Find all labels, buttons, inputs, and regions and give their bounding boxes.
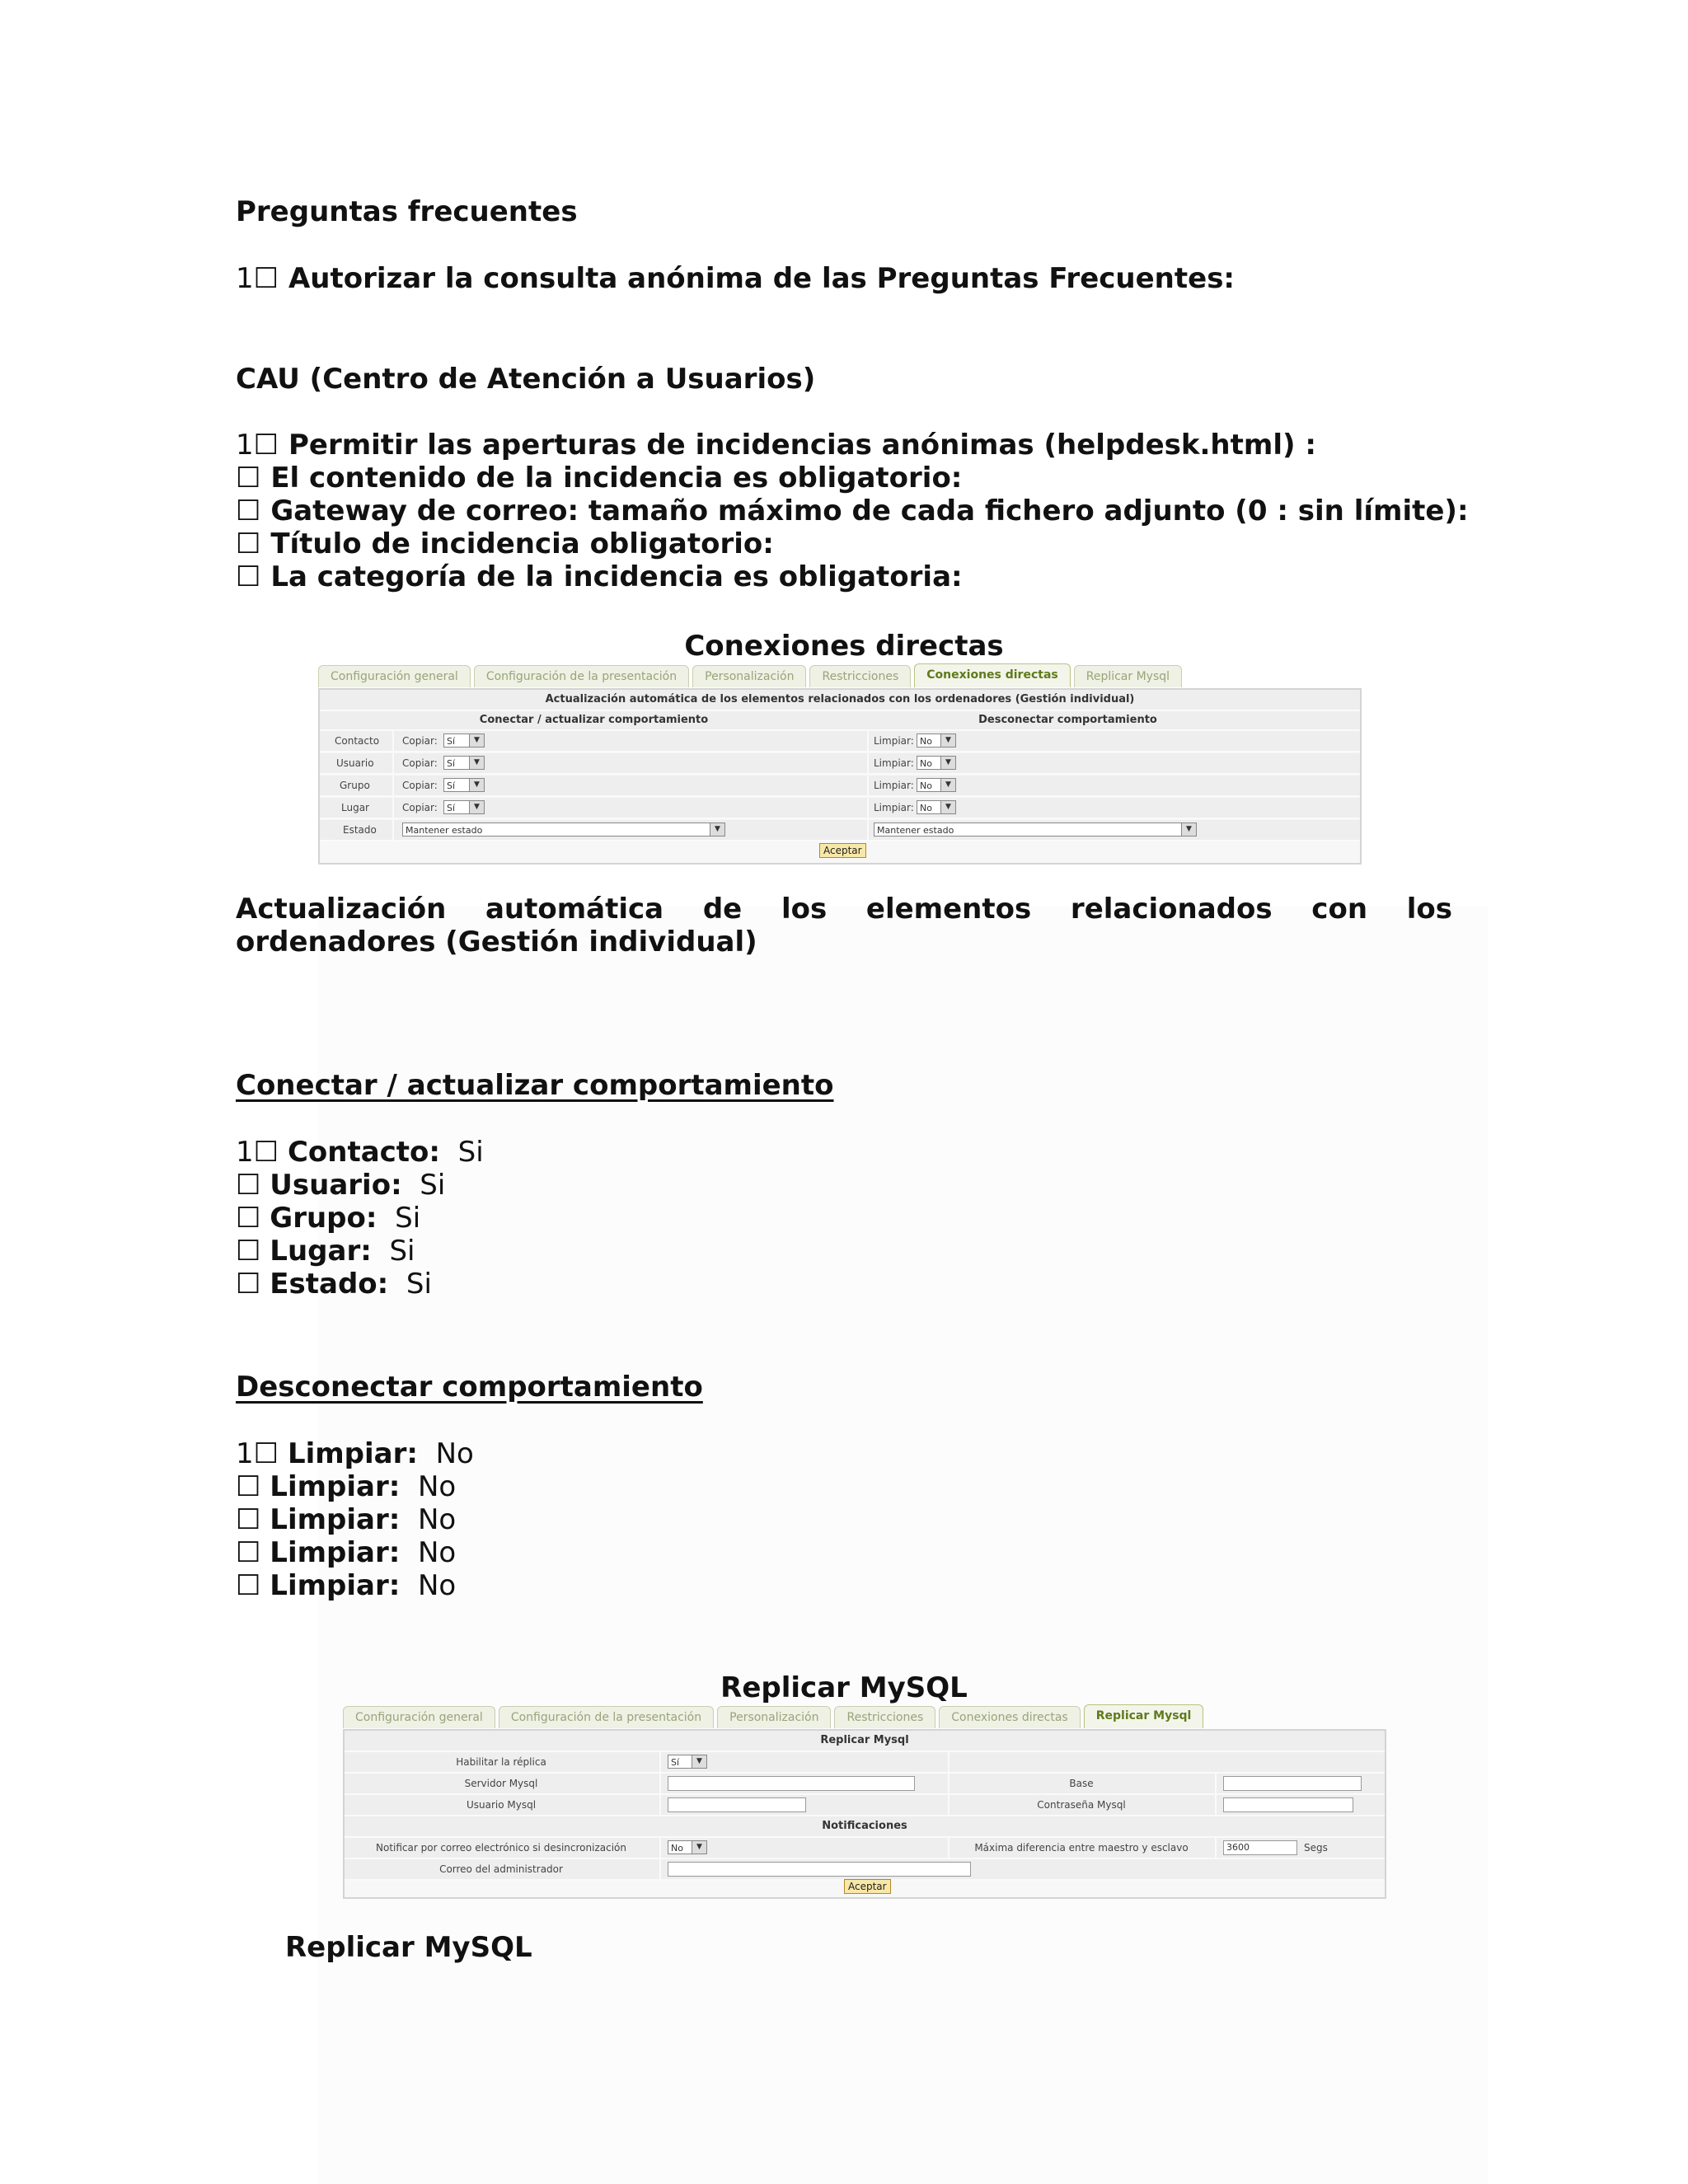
table-row — [345, 1795, 1385, 1816]
checkbox-icon: ☐ — [236, 1569, 261, 1602]
replicar-bottom-label: Replicar MySQL — [285, 1931, 532, 1964]
item-label: Limpiar: — [287, 1437, 418, 1470]
table-title-row — [345, 1731, 1385, 1752]
clear-label: Limpiar: — [874, 780, 914, 791]
usuario-label: Usuario Mysql — [466, 1799, 537, 1811]
row-label: Lugar — [341, 802, 369, 813]
item-label: Estado: — [270, 1268, 389, 1301]
replicar-screenshot — [343, 1704, 1386, 1896]
checkbox-icon: ☐ — [236, 1202, 261, 1235]
item-value: No — [417, 1569, 457, 1602]
settings-tabs — [343, 1704, 1203, 1729]
checkbox-icon: ☐ — [236, 560, 261, 593]
item-number: 1 — [236, 429, 254, 462]
chevron-down-icon: ▼ — [940, 779, 955, 791]
faq-item-label: Autorizar la consulta anónima de las Preguntas Frecuentes: — [288, 262, 1236, 295]
chevron-down-icon: ▼ — [469, 801, 484, 813]
item-value: No — [417, 1470, 457, 1503]
habilitar-select[interactable] — [668, 1755, 707, 1769]
clear-select[interactable] — [917, 756, 956, 770]
item-label: Lugar: — [270, 1235, 372, 1268]
item-value: Si — [457, 1136, 484, 1169]
tab-personalizacion[interactable]: Personalización — [717, 1706, 831, 1728]
table-row — [320, 731, 1360, 752]
copy-label: Copiar: — [402, 802, 438, 813]
chevron-down-icon: ▼ — [940, 734, 955, 747]
col-header-connect: Conectar / actualizar comportamiento — [479, 714, 709, 726]
table-row — [345, 1752, 1385, 1774]
column-divider — [867, 820, 869, 840]
column-divider — [1215, 1774, 1217, 1793]
usuario-input[interactable] — [668, 1797, 806, 1812]
tab-restricciones[interactable]: Restricciones — [809, 665, 911, 687]
table-row — [345, 1838, 1385, 1859]
estado-disconnect-select[interactable] — [874, 823, 1197, 837]
notificaciones-header: Notificaciones — [822, 1820, 907, 1832]
table-row — [345, 1774, 1385, 1795]
checkbox-icon: ☐ — [236, 1235, 261, 1268]
segs-label: Segs — [1304, 1842, 1328, 1854]
select-value: No — [920, 758, 932, 769]
table-row — [345, 1859, 1385, 1881]
checkbox-icon: ☐ — [236, 527, 261, 560]
checkbox-icon: ☐ — [253, 429, 279, 462]
checkbox-icon: ☐ — [236, 1536, 261, 1569]
column-divider — [1215, 1838, 1217, 1858]
item-value: Si — [389, 1235, 415, 1268]
tab-configuracion-presentacion[interactable]: Configuración de la presentación — [499, 1706, 714, 1728]
tab-replicar-mysql[interactable]: Replicar Mysql — [1074, 665, 1182, 687]
clear-select[interactable] — [917, 800, 956, 814]
table-row — [320, 798, 1360, 819]
item-value: No — [417, 1503, 457, 1536]
desconectar-item-1 — [236, 1470, 456, 1503]
cau-item-3 — [236, 527, 774, 560]
maxima-input[interactable]: 3600 — [1223, 1840, 1297, 1855]
conectar-item-2 — [236, 1202, 420, 1235]
desconectar-title: Desconectar comportamiento — [236, 1371, 703, 1404]
tab-configuracion-presentacion[interactable]: Configuración de la presentación — [474, 665, 689, 687]
item-label: Contacto: — [287, 1136, 441, 1169]
cau-item-4 — [236, 560, 963, 593]
chevron-down-icon: ▼ — [469, 779, 484, 791]
column-divider — [659, 1774, 661, 1793]
cau-item-label: Permitir las aperturas de incidencias anónimas (helpdesk.html) : — [288, 429, 1316, 462]
item-label: Limpiar: — [270, 1470, 401, 1503]
base-label: Base — [1069, 1778, 1094, 1789]
chevron-down-icon: ▼ — [469, 757, 484, 769]
clear-label: Limpiar: — [874, 757, 914, 769]
checkbox-icon: ☐ — [236, 462, 261, 494]
clear-select[interactable] — [917, 733, 956, 748]
notificar-label: Notificar por correo electrónico si desincronización — [376, 1842, 626, 1854]
chevron-down-icon: ▼ — [692, 1841, 706, 1854]
copy-select[interactable] — [443, 756, 485, 770]
conectar-item-0 — [236, 1136, 484, 1169]
table-row — [320, 753, 1360, 775]
faq-title: Preguntas frecuentes — [236, 195, 578, 228]
replicar-panel — [343, 1729, 1386, 1899]
item-number: 1 — [236, 1437, 254, 1470]
tab-conexiones-directas[interactable]: Conexiones directas — [914, 663, 1070, 687]
checkbox-icon: ☐ — [236, 1169, 261, 1202]
conectar-item-4 — [236, 1268, 432, 1301]
desconectar-item-0 — [236, 1437, 474, 1470]
base-input[interactable] — [1223, 1776, 1362, 1791]
conexiones-panel — [318, 688, 1362, 865]
select-value: Sí — [447, 803, 456, 813]
column-divider — [867, 798, 869, 818]
select-value: No — [920, 780, 932, 791]
cau-item-1 — [236, 462, 962, 494]
cau-item-label: El contenido de la incidencia es obligatorio: — [270, 462, 963, 494]
tab-restricciones[interactable]: Restricciones — [834, 1706, 935, 1728]
column-divider — [867, 753, 869, 773]
column-header-row — [320, 711, 1360, 731]
table-title-row — [320, 690, 1360, 711]
estado-connect-select[interactable] — [402, 823, 725, 837]
copy-select[interactable] — [443, 800, 485, 814]
copy-label: Copiar: — [402, 735, 438, 747]
table-row — [320, 776, 1360, 797]
table-title: Replicar Mysql — [820, 1734, 909, 1746]
checkbox-icon: ☐ — [236, 1503, 261, 1536]
checkbox-icon: ☐ — [253, 262, 279, 295]
select-value: Mantener estado — [406, 825, 483, 836]
column-divider — [659, 1752, 661, 1772]
item-label: Usuario: — [270, 1169, 402, 1202]
column-divider — [659, 1838, 661, 1858]
habilitar-label: Habilitar la réplica — [456, 1756, 546, 1768]
contrasena-input[interactable] — [1223, 1797, 1353, 1812]
column-divider — [659, 1859, 661, 1879]
item-number: 1 — [236, 262, 254, 295]
item-label: Limpiar: — [270, 1569, 401, 1602]
column-divider — [392, 776, 394, 795]
item-value: Si — [395, 1202, 421, 1235]
clear-label: Limpiar: — [874, 802, 914, 813]
select-value: Sí — [671, 1757, 680, 1768]
conectar-item-1 — [236, 1169, 445, 1202]
tab-personalizacion[interactable]: Personalización — [692, 665, 806, 687]
table-row — [320, 820, 1360, 841]
maxima-label: Máxima diferencia entre maestro y esclavo — [974, 1842, 1189, 1854]
table-title: Actualización automática de los elementos relacionados con los ordenadores (Gestión individual) — [545, 693, 1135, 705]
desconectar-item-3 — [236, 1536, 456, 1569]
checkbox-icon: ☐ — [236, 494, 261, 527]
accept-button[interactable]: Aceptar — [819, 843, 866, 858]
conexiones-screenshot — [318, 663, 1362, 861]
column-divider — [948, 1752, 950, 1772]
notificar-select[interactable] — [668, 1840, 707, 1854]
item-label: Limpiar: — [270, 1503, 401, 1536]
select-value: Sí — [447, 758, 456, 769]
select-value: No — [920, 736, 932, 747]
copy-select[interactable] — [443, 778, 485, 792]
cau-item-label: La categoría de la incidencia es obligatoria: — [270, 560, 963, 593]
chevron-down-icon: ▼ — [469, 734, 484, 747]
row-label: Estado — [343, 824, 377, 836]
item-label: Limpiar: — [270, 1536, 401, 1569]
tab-configuracion-general[interactable]: Configuración general — [318, 665, 471, 687]
column-divider — [392, 731, 394, 751]
clear-label: Limpiar: — [874, 735, 914, 747]
column-divider — [1215, 1795, 1217, 1815]
column-divider — [867, 731, 869, 751]
tab-replicar-mysql[interactable]: Replicar Mysql — [1084, 1704, 1204, 1728]
chevron-down-icon: ▼ — [1181, 823, 1196, 836]
clear-select[interactable] — [917, 778, 956, 792]
column-divider — [392, 820, 394, 840]
tab-conexiones-directas[interactable]: Conexiones directas — [939, 1706, 1080, 1728]
item-value: No — [435, 1437, 474, 1470]
select-value: No — [920, 803, 932, 813]
servidor-input[interactable] — [668, 1776, 915, 1791]
conexiones-caption: Conexiones directas — [684, 630, 1004, 663]
settings-tabs — [318, 663, 1182, 688]
column-divider — [392, 798, 394, 818]
notificaciones-row — [345, 1816, 1385, 1838]
conectar-title: Conectar / actualizar comportamiento — [236, 1069, 834, 1102]
accept-button[interactable]: Aceptar — [844, 1879, 891, 1894]
row-label: Grupo — [340, 780, 370, 791]
chevron-down-icon: ▼ — [692, 1755, 706, 1768]
cau-item-2 — [236, 494, 1469, 527]
correo-input[interactable] — [668, 1862, 971, 1877]
tab-configuracion-general[interactable]: Configuración general — [343, 1706, 495, 1728]
item-label: Grupo: — [270, 1202, 377, 1235]
copy-label: Copiar: — [402, 780, 438, 791]
select-value: Mantener estado — [877, 825, 954, 836]
select-value: Sí — [447, 780, 456, 791]
chevron-down-icon: ▼ — [940, 757, 955, 769]
cau-item-label: Título de incidencia obligatorio: — [270, 527, 774, 560]
item-value: Si — [406, 1268, 432, 1301]
checkbox-icon: ☐ — [236, 1268, 261, 1301]
contrasena-label: Contraseña Mysql — [1037, 1799, 1126, 1811]
checkbox-icon: ☐ — [253, 1136, 279, 1169]
desconectar-item-2 — [236, 1503, 456, 1536]
column-divider — [867, 776, 869, 795]
checkbox-icon: ☐ — [236, 1470, 261, 1503]
column-divider — [392, 753, 394, 773]
conectar-item-3 — [236, 1235, 415, 1268]
chevron-down-icon: ▼ — [940, 801, 955, 813]
copy-select[interactable] — [443, 733, 485, 748]
faq-item — [236, 262, 1235, 295]
replicar-caption: Replicar MySQL — [720, 1671, 968, 1704]
row-label: Usuario — [336, 757, 374, 769]
cau-item-0 — [236, 429, 1316, 462]
col-header-disconnect: Desconectar comportamiento — [978, 714, 1157, 726]
cau-title: CAU (Centro de Atención a Usuarios) — [236, 363, 816, 396]
item-value: Si — [420, 1169, 446, 1202]
correo-label: Correo del administrador — [439, 1863, 563, 1875]
select-value: No — [671, 1843, 683, 1854]
row-label: Contacto — [335, 735, 380, 747]
auto-update-heading: Actualización automática de los elementos relacionados con los ordenadores (Gestión individual) — [236, 893, 1452, 958]
column-divider — [659, 1795, 661, 1815]
desconectar-item-4 — [236, 1569, 456, 1602]
item-number: 1 — [236, 1136, 254, 1169]
chevron-down-icon: ▼ — [710, 823, 724, 836]
checkbox-icon: ☐ — [253, 1437, 279, 1470]
cau-item-label: Gateway de correo: tamaño máximo de cada fichero adjunto (0 : sin límite): — [270, 494, 1469, 527]
copy-label: Copiar: — [402, 757, 438, 769]
servidor-label: Servidor Mysql — [464, 1778, 538, 1789]
select-value: Sí — [447, 736, 456, 747]
item-value: No — [417, 1536, 457, 1569]
